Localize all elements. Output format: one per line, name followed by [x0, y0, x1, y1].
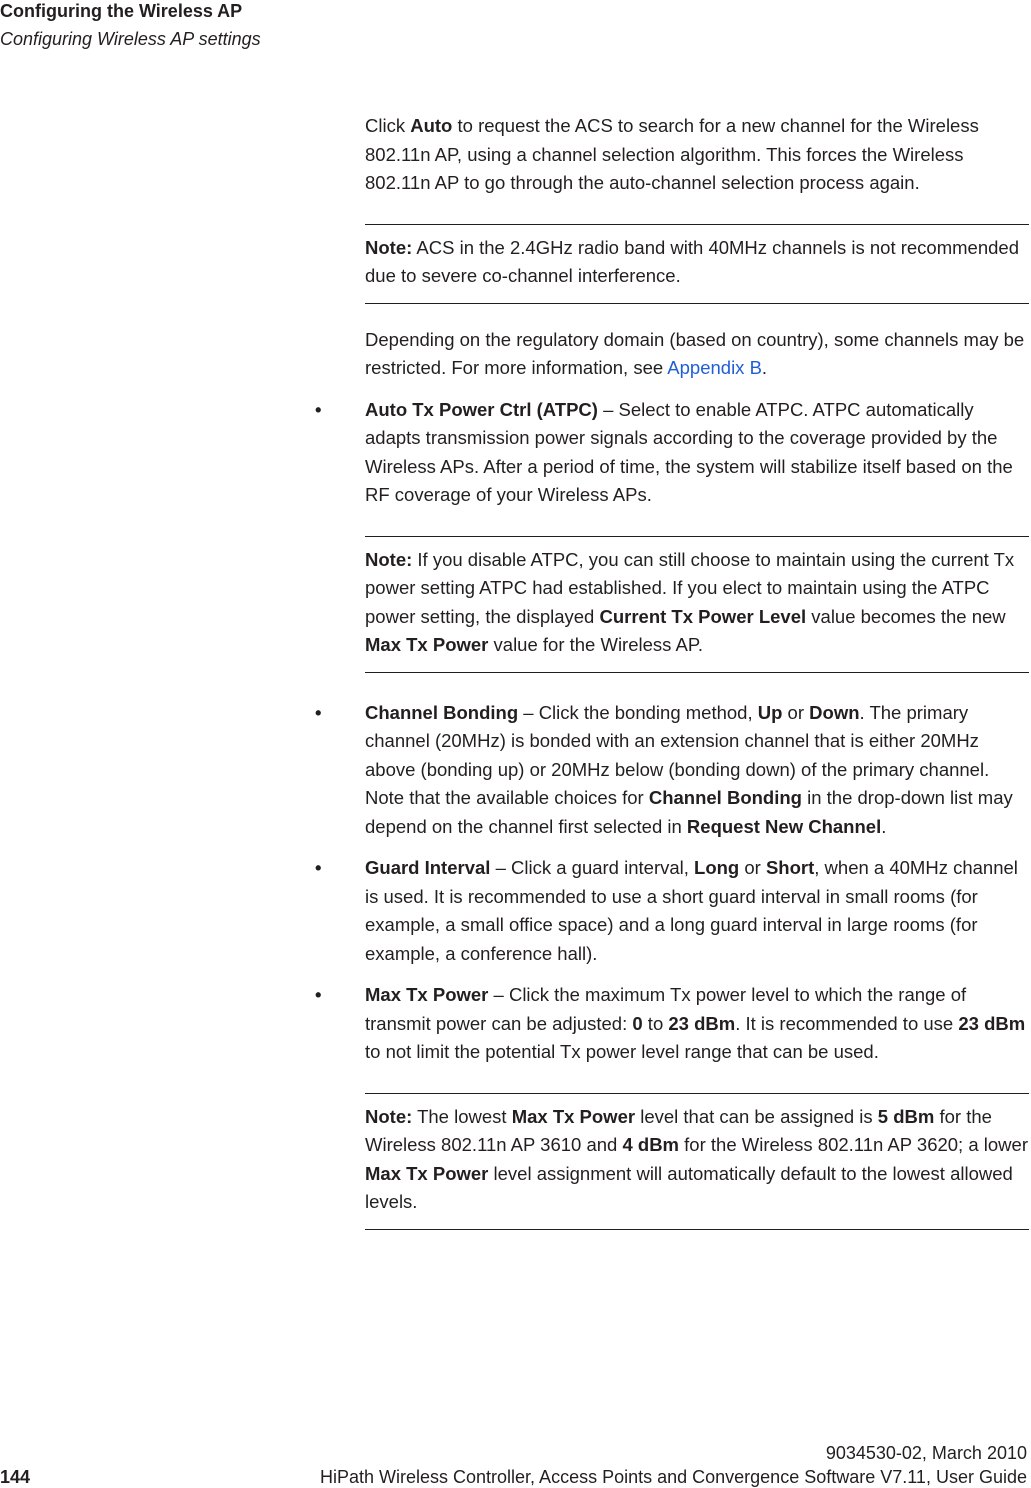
- note-acs: Note: ACS in the 2.4GHz radio band with 40MHz channels is not recommended due to severe co-channel interference.: [365, 224, 1029, 304]
- note-label: Note:: [365, 236, 413, 258]
- paragraph-auto: Click Auto to request the ACS to search for a new channel for the Wireless 802.11n AP, using a channel selection algorithm. This forces the Wireless 802.11n AP to go through the auto-channel selection process again.: [365, 115, 979, 193]
- footer-doc-id: 9034530-02, March 2010: [825, 1443, 1027, 1463]
- footer-guide-title: HiPath Wireless Controller, Access Points and Convergence Software V7.11, User Guide: [319, 1467, 1027, 1487]
- note-label: Note:: [365, 1105, 413, 1127]
- bullet-max-tx-power: • Max Tx Power – Click the maximum Tx power level to which the range of transmit power can be adjusted: 0 to 23 dBm. It is recommended to use 23 dBm to not limit the potential Tx power level range that can be used.: [365, 981, 1029, 1067]
- running-header-subtitle: Configuring Wireless AP settings: [0, 29, 261, 49]
- bullet-marker: •: [315, 984, 322, 1005]
- note-atpc: Note: If you disable ATPC, you can still choose to maintain using the current Tx power setting ATPC had established. If you elect to maintain using the ATPC power setting, the displayed Current Tx Power Level value becomes the new Max Tx Power value for the Wireless AP.: [365, 536, 1029, 673]
- bullet-marker: •: [315, 857, 322, 878]
- bullet-guard-interval: • Guard Interval – Click a guard interval, Long or Short, when a 40MHz channel is used. It is recommended to use a short guard interval in small rooms (for example, a small office space) and a long guard interval in large rooms (for example, a conference hall).: [365, 854, 1029, 968]
- note-label: Note:: [365, 548, 413, 570]
- bullet-channel-bonding: • Channel Bonding – Click the bonding method, Up or Down. The primary channel (20MHz) is bonded with an extension channel that is either 20MHz above (bonding up) or 20MHz below (bonding down) of the primary channel. Note that the available choices for Channel Bonding in the drop-down list may depend on the channel first selected in Request New Channel.: [365, 699, 1029, 842]
- appendix-b-link[interactable]: Appendix B: [667, 357, 762, 378]
- bullet-marker: •: [315, 701, 322, 723]
- bullet-atpc: • Auto Tx Power Ctrl (ATPC) – Select to enable ATPC. ATPC automatically adapts transmission power signals according to the coverage provided by the Wireless APs. After a period of time, the system will stabilize itself based on the RF coverage of your Wireless APs.: [365, 396, 1029, 510]
- running-header-title: Configuring the Wireless AP: [0, 1, 243, 21]
- paragraph-regulatory: Depending on the regulatory domain (based on country), some channels may be restricted. For more information, see Appendix B.: [365, 328, 1025, 378]
- bullet-marker: •: [315, 398, 322, 420]
- page-body: [315, 112, 1029, 1252]
- note-max-tx-power: Note: The lowest Max Tx Power level that can be assigned is 5 dBm for the Wireless 802.11n AP 3610 and 4 dBm for the Wireless 802.11n AP 3620; a lower Max Tx Power level assignment will automatically default to the lowest allowed levels.: [365, 1093, 1029, 1230]
- page-number: 144: [0, 1467, 31, 1487]
